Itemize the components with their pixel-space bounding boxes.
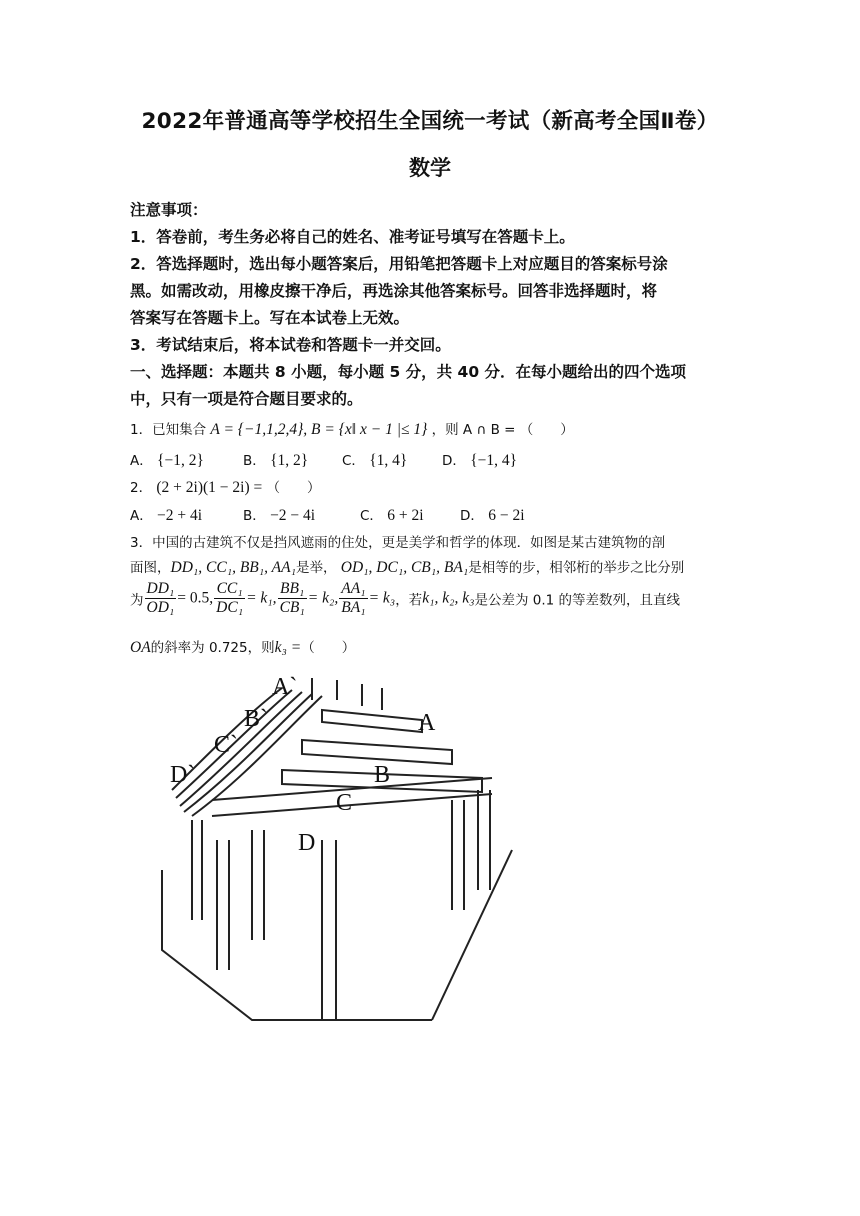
section-heading-line-2: 中，只有一项是符合题目要求的。 xyxy=(130,390,363,408)
q3-line-4: OA的斜率为 0.725，则k₃ =（ ） xyxy=(130,639,356,656)
section-heading-line-1: 一、选择题：本题共 8 小题，每小题 5 分，共 40 分．在每小题给出的四个选项 xyxy=(130,363,687,381)
q2-option-a: A． −2 + 4i xyxy=(130,507,203,524)
q2-expression: (2 + 2i)(1 − 2i) = xyxy=(156,479,263,496)
q3-line-3: 为 $\frac{\text{DD₁}}{\text{OD₁}}$ = 0.5, $\frac{\text{CC₁}}{\text{DC₁}}$ = k₁, $\frac{\text{BB₁}}{\text{CB₁}}$ = k₂, $\frac{\text{AA₁}}{\text{BA₁}}$ = k₃，若k₁, k₂, k₃是公差为 0.1 的等差数列，且直线 xyxy=(130,580,681,616)
q2-option-d: D． 6 − 2i xyxy=(460,507,525,524)
frac-1: $\frac{\text{DD₁}}{\text{OD₁}}$ xyxy=(146,580,175,616)
notice-item-2-line-3: 答案写在答题卡上。写在本试卷上无效。 xyxy=(130,309,410,327)
figure-label-c-prime: C` xyxy=(214,732,238,758)
figure-label-b-prime: B` xyxy=(244,706,268,732)
figure-label-d: D xyxy=(298,830,316,856)
frac-4: $\frac{\text{AA₁}}{\text{BA₁}}$ xyxy=(341,580,366,616)
figure-label-c: C xyxy=(336,790,353,816)
figure-label-a: A xyxy=(418,710,436,736)
notice-item-3: 3．考试结束后，将本试卷和答题卡一并交回。 xyxy=(130,336,451,354)
notice-item-1: 1．答卷前，考生务必将自己的姓名、准考证号填写在答题卡上。 xyxy=(130,228,575,246)
q1-sets: A = {−1,1,2,4}, B = {x‖ x − 1 |≤ 1} xyxy=(210,421,428,438)
building-figure xyxy=(152,670,522,1030)
notice-item-2-line-1: 2．答选择题时，选出每小题答案后，用铅笔把答题卡上对应题目的答案标号涂 xyxy=(130,255,668,273)
notice-item-2-line-2: 黑。如需改动，用橡皮擦干净后，再选涂其他答案标号。回答非选择题时，将 xyxy=(130,282,658,300)
figure-label-d-prime: D` xyxy=(170,762,196,788)
q1-option-b: B． {1, 2} xyxy=(243,452,309,469)
figure-label-b: B xyxy=(374,762,391,788)
frac-3: $\frac{\text{BB₁}}{\text{CB₁}}$ xyxy=(279,580,305,616)
q1-prefix: 1．已知集合 xyxy=(130,422,207,438)
notice-heading: 注意事项： xyxy=(130,201,208,219)
subject-title: 数学 xyxy=(409,156,451,180)
q1-option-a: A． {−1, 2} xyxy=(130,452,204,469)
q1-option-c: C． {1, 4} xyxy=(342,452,408,469)
q2-option-c: C． 6 + 2i xyxy=(360,507,424,524)
question-2: 2． (2 + 2i)(1 − 2i) = （ ） xyxy=(130,479,321,496)
q2-option-b: B． −2 − 4i xyxy=(243,507,316,524)
q1-suffix: ，则 A ∩ B = （ ） xyxy=(431,422,574,438)
q1-option-d: D． {−1, 4} xyxy=(442,452,518,469)
q3-line-1: 3．中国的古建筑不仅是挡风遮雨的住处，更是美学和哲学的体现．如图是某古建筑物的剖 xyxy=(130,535,666,551)
question-1 xyxy=(130,418,574,439)
q3-line-2: 面图，DD₁, CC₁, BB₁, AA₁是举， OD₁, DC₁, CB₁, BA₁是相等的步，相邻桁的举步之比分别 xyxy=(130,559,685,576)
figure-label-a-prime: A` xyxy=(272,674,298,700)
exam-title: 2022年普通高等学校招生全国统一考试（新高考全国Ⅱ卷） xyxy=(141,109,719,134)
frac-2: $\frac{\text{CC₁}}{\text{DC₁}}$ xyxy=(216,580,244,616)
